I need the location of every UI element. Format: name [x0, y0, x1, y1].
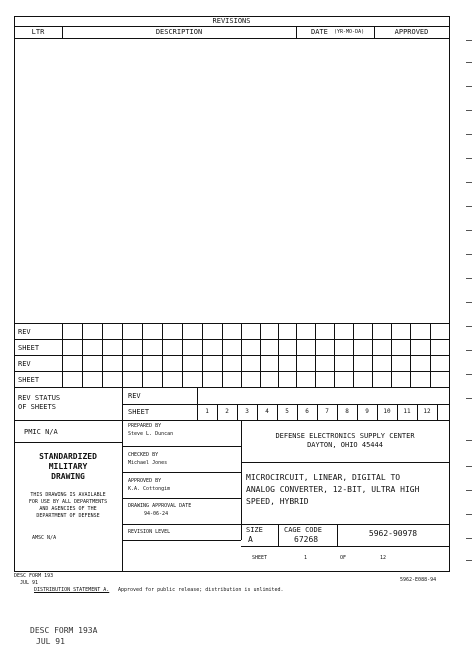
rev-row-label: REV: [18, 328, 31, 336]
revisions-title: REVISIONS: [212, 17, 251, 25]
status-sheet-label: SHEET: [128, 408, 150, 416]
rev-status-label: REV STATUS: [18, 394, 61, 402]
approved-by-label: APPROVED BY: [128, 478, 162, 484]
ltr-column-header: LTR: [31, 28, 45, 36]
pmic-label: PMIC N/A: [24, 428, 58, 436]
status-rev-label: REV: [128, 392, 141, 400]
form-number: DESC FORM 193: [14, 573, 54, 579]
prepared-by-name: Steve L. Duncan: [128, 431, 174, 437]
approval-date-label: DRAWING APPROVAL DATE: [128, 503, 192, 509]
drawing-title: SPEED, HYBRID: [246, 497, 309, 506]
checked-by-label: CHECKED BY: [128, 452, 159, 458]
sheet-row-label: SHEET: [18, 344, 40, 352]
document-code: 5962-E088-94: [400, 577, 437, 583]
sheet-number-3: 3: [245, 408, 249, 415]
sheet-label: SHEET: [252, 555, 268, 561]
distribution-statement-text: Approved for public release; distribution is unlimited.: [118, 587, 284, 593]
drawing-title: ANALOG CONVERTER, 12-BIT, ULTRA HIGH: [246, 485, 420, 494]
prepared-by-label: PREPARED BY: [128, 423, 162, 429]
checked-by-name: Michael Jones: [128, 460, 168, 466]
size-value: A: [248, 535, 253, 544]
approved-column-header: APPROVED: [394, 28, 429, 36]
sheet-number-11: 11: [403, 408, 411, 415]
of-sheets-label: OF SHEETS: [18, 403, 56, 411]
availability-note: DEPARTMENT OF DEFENSE: [36, 513, 100, 519]
sheet-number-8: 8: [345, 408, 349, 415]
amsc-label: AMSC N/A: [32, 535, 57, 541]
approval-date: 94-06-24: [144, 511, 169, 517]
sheet-value: 1: [304, 555, 308, 561]
form-number-faint: DESC FORM 193A: [30, 626, 98, 635]
date-format-note: (YR-MO-DA): [334, 29, 365, 35]
sheet-number-12: 12: [423, 408, 431, 415]
standardized-heading: STANDARDIZED: [39, 452, 97, 461]
drawing-title: MICROCIRCUIT, LINEAR, DIGITAL TO: [246, 473, 401, 482]
cage-code-value: 67268: [294, 535, 319, 544]
availability-note: FOR USE BY ALL DEPARTMENTS: [28, 499, 108, 505]
rev-row-label: REV: [18, 360, 31, 368]
sheet-number-6: 6: [305, 408, 309, 415]
agency-address: DAYTON, OHIO 45444: [307, 441, 383, 449]
sheet-number-9: 9: [365, 408, 369, 415]
drawing-heading: DRAWING: [51, 472, 85, 481]
cage-code-label: CAGE CODE: [284, 526, 322, 534]
availability-note: THIS DRAWING IS AVAILABLE: [30, 492, 106, 498]
form-date: JUL 91: [20, 580, 39, 586]
sheet-row-label: SHEET: [18, 376, 40, 384]
sheet-number-2: 2: [225, 408, 229, 415]
date-column-header: DATE: [311, 28, 328, 36]
sheet-number-1: 1: [205, 408, 209, 415]
description-column-header: DESCRIPTION: [155, 28, 203, 36]
sheet-number-10: 10: [383, 408, 391, 415]
drawing-format: [14, 16, 449, 571]
revision-level-label: REVISION LEVEL: [128, 529, 171, 535]
availability-note: AND AGENCIES OF THE: [39, 506, 97, 512]
agency-name: DEFENSE ELECTRONICS SUPPLY CENTER: [275, 432, 415, 440]
military-heading: MILITARY: [48, 462, 88, 471]
size-label: SIZE: [246, 526, 263, 534]
of-label: OF: [340, 555, 347, 561]
sheet-total: 12: [380, 555, 387, 561]
drawing-number: 5962-90978: [368, 529, 418, 538]
approved-by-name: K.A. Cottongim: [128, 486, 171, 492]
sheet-number-4: 4: [265, 408, 269, 415]
sheet-number-7: 7: [325, 408, 329, 415]
distribution-statement-label: DISTRIBUTION STATEMENT A.: [34, 587, 110, 593]
form-date-faint: JUL 91: [36, 637, 65, 646]
sheet-number-5: 5: [285, 408, 289, 415]
